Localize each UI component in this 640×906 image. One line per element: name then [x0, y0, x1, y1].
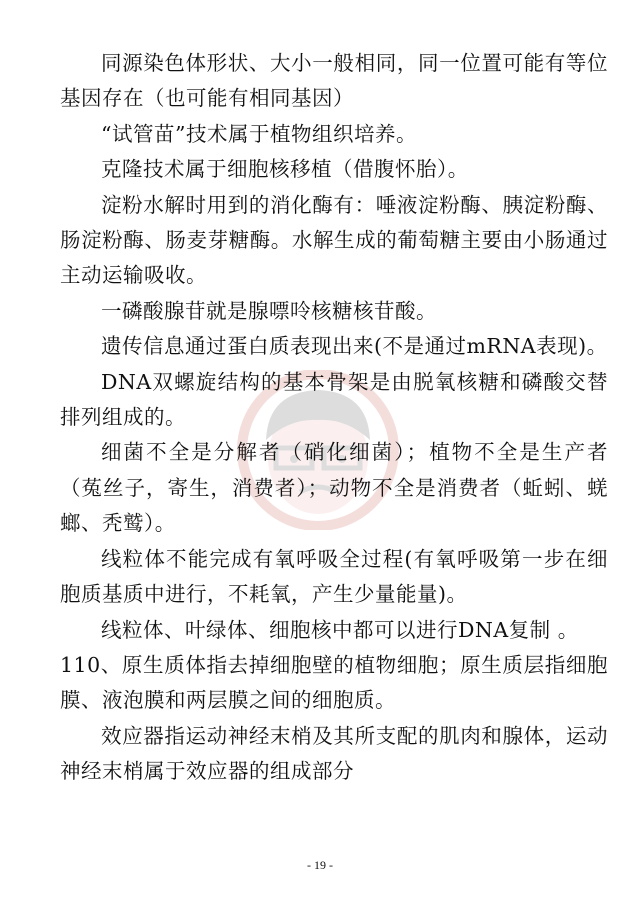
paragraph: 110、原生质体指去掉细胞壁的植物细胞；原生质层指细胞膜、液泡膜和两层膜之间的细胞质。: [60, 652, 608, 713]
page-number: - 19 -: [307, 858, 333, 872]
paragraph: 淀粉水解时用到的消化酶有：唾液淀粉酶、胰淀粉酶、肠淀粉酶、肠麦芽糖酶。水解生成的葡萄糖主要由小肠通过主动运输吸收。: [60, 192, 608, 288]
paragraph: 线粒体、叶绿体、细胞核中都可以进行DNA复制 。: [101, 617, 579, 642]
paragraph: 细菌不全是分解者（硝化细菌）；植物不全是生产者（菟丝子，寄生，消费者）；动物不全是消费者（蚯蚓、蜣螂、秃鹫）。: [60, 440, 608, 536]
paragraph: 一磷酸腺苷就是腺嘌呤核糖核苷酸。: [101, 298, 437, 323]
paragraph: 克隆技术属于细胞核移植（借腹怀胎）。: [101, 157, 469, 182]
paragraph: 同源染色体形状、大小一般相同，同一位置可能有等位基因存在（也可能有相同基因）: [60, 51, 608, 111]
paragraph: 效应器指运动神经末梢及其所支配的肌肉和腺体，运动神经末梢属于效应器的组成部分: [60, 723, 608, 784]
paragraph: DNA双螺旋结构的基本骨架是由脱氧核糖和磷酸交替排列组成的。: [60, 369, 608, 430]
paragraph: 遗传信息通过蛋白质表现出来(不是通过mRNA表现)。: [101, 334, 608, 359]
document-body: [60, 46, 608, 790]
paragraph: 线粒体不能完成有氧呼吸全过程(有氧呼吸第一步在细胞质基质中进行，不耗氧，产生少量能量)。: [60, 546, 608, 607]
paragraph: “试管苗”技术属于植物组织培养。: [101, 121, 417, 146]
